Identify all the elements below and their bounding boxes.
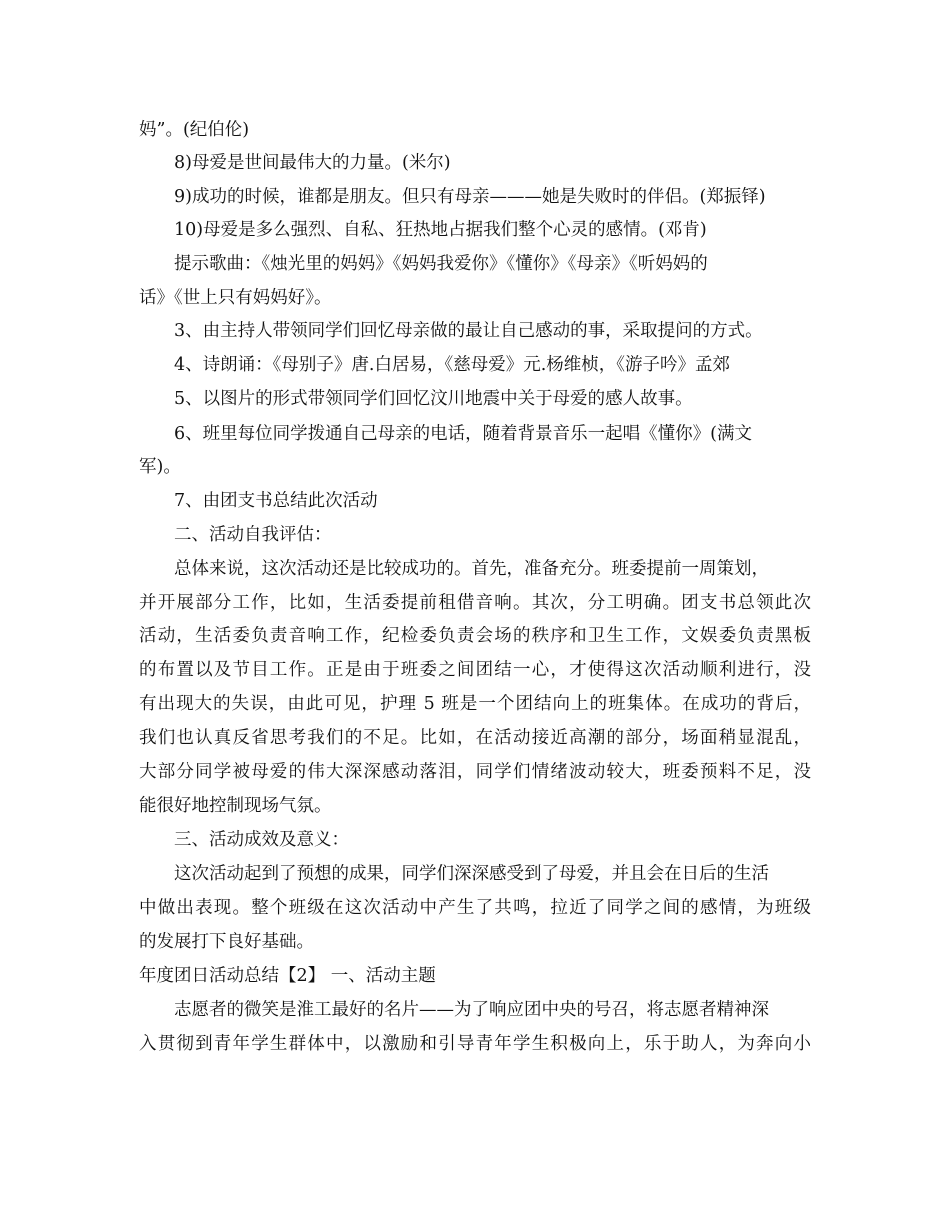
paragraph-line: 这次活动起到了预想的成果，同学们深深感受到了母爱，并且会在日后的生活 bbox=[174, 864, 769, 884]
paragraph-line: 有出现大的失误，由此可见，护理 5 班是一个团结向上的班集体。在成功的背后， bbox=[139, 694, 811, 714]
section-heading-self-evaluation: 二、活动自我评估： bbox=[174, 525, 332, 545]
text-line-song-suggestions: 提示歌曲：《烛光里的妈妈》《妈妈我爱你》《懂你》《母亲》《听妈妈的 bbox=[174, 254, 708, 274]
text-line-item-6-cont: 军)。 bbox=[139, 457, 181, 477]
text-line-item-5: 5、以图片的形式带领同学们回忆汶川地震中关于母爱的感人故事。 bbox=[174, 389, 693, 409]
section-heading-summary-2: 年度团日活动总结【2】 一、活动主题 bbox=[139, 966, 436, 986]
text-line-item-4: 4、诗朗诵：《母别子》唐.白居易，《慈母爱》元.杨维桢，《游子吟》孟郊 bbox=[174, 355, 731, 375]
text-line-quote-10: 10)母爱是多么强烈、自私、狂热地占据我们整个心灵的感情。(邓肯) bbox=[174, 220, 707, 240]
paragraph-line: 志愿者的微笑是淮工最好的名片——为了响应团中央的号召，将志愿者精神深 bbox=[174, 1000, 769, 1020]
text-line-item-7: 7、由团支书总结此次活动 bbox=[174, 491, 378, 511]
text-line-quote-8: 8)母爱是世间最伟大的力量。(米尔) bbox=[174, 153, 451, 173]
paragraph-line: 中做出表现。整个班级在这次活动中产生了共鸣，拉近了同学之间的感情，为班级 bbox=[139, 898, 811, 918]
paragraph-line: 能很好地控制现场气氛。 bbox=[139, 796, 332, 816]
paragraph-line: 的布置以及节目工作。正是由于班委之间团结一心，才使得这次活动顺利进行，没 bbox=[139, 660, 811, 680]
paragraph-line: 活动，生活委负责音响工作，纪检委负责会场的秩序和卫生工作，文娱委负责黑板 bbox=[139, 626, 811, 646]
paragraph-line: 入贯彻到青年学生群体中，以激励和引导青年学生积极向上，乐于助人，为奔向小 bbox=[139, 1034, 811, 1054]
text-line-song-suggestions-cont: 话》《世上只有妈妈好》。 bbox=[139, 288, 332, 308]
text-line-item-3: 3、由主持人带领同学们回忆母亲做的最让自己感动的事，采取提问的方式。 bbox=[174, 321, 763, 341]
paragraph-line: 的发展打下良好基础。 bbox=[139, 932, 314, 952]
text-line-quote-author-continuation: 妈”。(纪伯伦) bbox=[139, 120, 250, 140]
section-heading-effects-significance: 三、活动成效及意义： bbox=[174, 830, 349, 850]
paragraph-line: 总体来说，这次活动还是比较成功的。首先，准备充分。班委提前一周策划， bbox=[174, 559, 769, 579]
text-line-quote-9: 9)成功的时候，谁都是朋友。但只有母亲———她是失败时的伴侣。(郑振铎) bbox=[174, 187, 766, 207]
paragraph-line: 大部分同学被母爱的伟大深深感动落泪，同学们情绪波动较大，班委预料不足，没 bbox=[139, 762, 811, 782]
text-line-item-6: 6、班里每位同学拨通自己母亲的电话，随着背景音乐一起唱《懂你》(满文 bbox=[174, 424, 752, 444]
paragraph-line: 并开展部分工作，比如，生活委提前租借音响。其次，分工明确。团支书总领此次 bbox=[139, 593, 811, 613]
paragraph-line: 我们也认真反省思考我们的不足。比如，在活动接近高潮的部分，场面稍显混乱， bbox=[139, 728, 811, 748]
